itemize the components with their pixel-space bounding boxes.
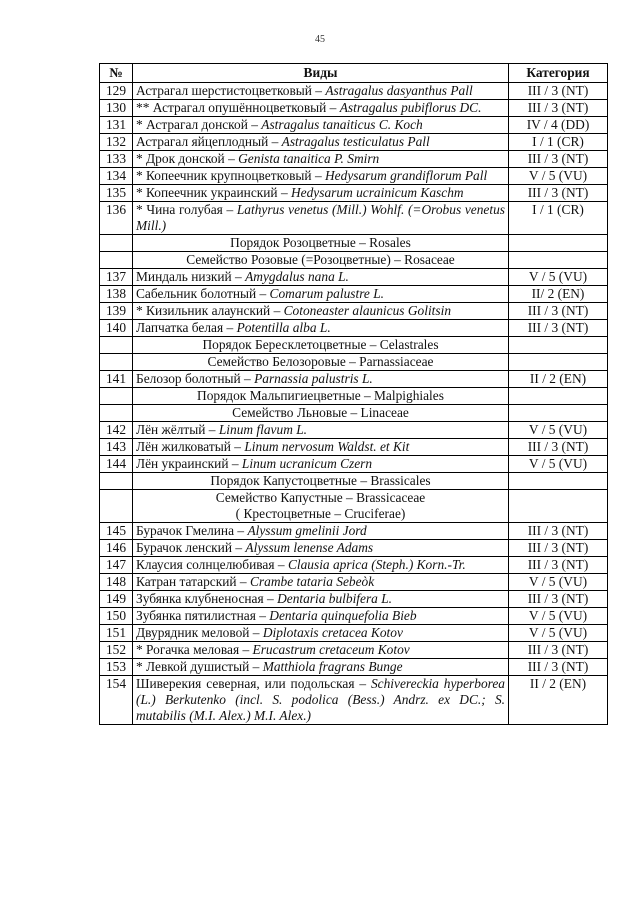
category-value: V / 5 (VU) bbox=[509, 422, 608, 439]
species-name bbox=[133, 371, 509, 388]
table-row bbox=[100, 269, 608, 286]
table-row bbox=[100, 151, 608, 168]
taxon-heading bbox=[133, 473, 509, 490]
header-num: № bbox=[100, 64, 133, 83]
row-number: 136 bbox=[100, 202, 133, 235]
species-russian-name: Лён украинский – bbox=[136, 456, 239, 471]
row-number: 146 bbox=[100, 540, 133, 557]
table-row bbox=[100, 591, 608, 608]
species-russian-name: * Чина голубая – bbox=[136, 202, 234, 217]
category-value: I / 1 (CR) bbox=[509, 134, 608, 151]
species-latin-name: Hedysarum ucrainicum Kaschm bbox=[291, 185, 464, 200]
species-latin-name: Clausia aprica (Steph.) Korn.-Tr. bbox=[287, 557, 466, 572]
category-value: II/ 2 (EN) bbox=[509, 286, 608, 303]
table-row bbox=[100, 456, 608, 473]
category-value: III / 3 (NT) bbox=[509, 642, 608, 659]
species-name bbox=[133, 422, 509, 439]
table-row bbox=[100, 134, 608, 151]
row-number: 133 bbox=[100, 151, 133, 168]
table-row bbox=[100, 83, 608, 100]
table-row bbox=[100, 320, 608, 337]
taxon-heading-row bbox=[100, 490, 608, 523]
taxon-heading-row bbox=[100, 354, 608, 371]
species-name bbox=[133, 591, 509, 608]
table-row bbox=[100, 625, 608, 642]
page-number: 45 bbox=[315, 34, 325, 45]
taxon-heading-text: Семейство Белозоровые – Parnassiaceae bbox=[207, 354, 434, 369]
species-latin-name: Dentaria bulbifera L. bbox=[277, 591, 393, 606]
species-russian-name: * Кизильник алаунский – bbox=[136, 303, 281, 318]
species-latin-name: Dentaria quinquefolia Bieb bbox=[269, 608, 417, 623]
empty-cell bbox=[509, 490, 608, 523]
row-number: 132 bbox=[100, 134, 133, 151]
table-row bbox=[100, 185, 608, 202]
species-name bbox=[133, 540, 509, 557]
species-russian-name: ** Астрагал опушённоцветковый – bbox=[136, 100, 337, 115]
empty-cell bbox=[509, 388, 608, 405]
species-latin-name: Hedysarum grandiflorum Pall bbox=[325, 168, 488, 183]
category-value: III / 3 (NT) bbox=[509, 100, 608, 117]
category-value: V / 5 (VU) bbox=[509, 574, 608, 591]
taxon-heading bbox=[133, 252, 509, 269]
taxon-heading-row bbox=[100, 473, 608, 490]
table-row bbox=[100, 202, 608, 235]
species-russian-name: Зубянка пятилистная – bbox=[136, 608, 266, 623]
row-number: 141 bbox=[100, 371, 133, 388]
taxon-heading bbox=[133, 337, 509, 354]
species-russian-name: Лапчатка белая – bbox=[136, 320, 234, 335]
species-name bbox=[133, 642, 509, 659]
table-body bbox=[100, 83, 608, 725]
empty-cell bbox=[100, 235, 133, 252]
species-name bbox=[133, 100, 509, 117]
species-name bbox=[133, 676, 509, 725]
table-row bbox=[100, 422, 608, 439]
taxon-heading-row bbox=[100, 337, 608, 354]
category-value: III / 3 (NT) bbox=[509, 439, 608, 456]
category-value: III / 3 (NT) bbox=[509, 557, 608, 574]
category-value: III / 3 (NT) bbox=[509, 83, 608, 100]
species-table bbox=[99, 63, 608, 725]
species-latin-name: Astragalus dasyanthus Pall bbox=[325, 83, 473, 98]
taxon-heading-row bbox=[100, 252, 608, 269]
row-number: 131 bbox=[100, 117, 133, 134]
species-latin-name: Potentilla alba L. bbox=[236, 320, 331, 335]
category-value: III / 3 (NT) bbox=[509, 523, 608, 540]
table-row bbox=[100, 303, 608, 320]
species-latin-name: Alyssum lenense Adams bbox=[245, 540, 374, 555]
species-russian-name: * Рогачка меловая – bbox=[136, 642, 250, 657]
row-number: 152 bbox=[100, 642, 133, 659]
row-number: 137 bbox=[100, 269, 133, 286]
species-latin-name: Astragalus testiculatus Pall bbox=[281, 134, 430, 149]
species-russian-name: * Левкой душистый – bbox=[136, 659, 260, 674]
category-value: III / 3 (NT) bbox=[509, 185, 608, 202]
species-russian-name: * Астрагал донской – bbox=[136, 117, 258, 132]
table-row bbox=[100, 676, 608, 725]
empty-cell bbox=[509, 405, 608, 422]
taxon-heading bbox=[133, 388, 509, 405]
species-russian-name: Астрагал шерстистоцветковый – bbox=[136, 83, 322, 98]
species-latin-name: Crambe tataria Sebeòk bbox=[249, 574, 375, 589]
species-name bbox=[133, 439, 509, 456]
species-russian-name: Клаусия солнцелюбивая – bbox=[136, 557, 285, 572]
empty-cell bbox=[100, 354, 133, 371]
taxon-heading-text: Порядок Капустоцветные – Brassicales bbox=[210, 473, 431, 488]
species-russian-name: Миндаль низкий – bbox=[136, 269, 242, 284]
species-russian-name: * Дрок донской – bbox=[136, 151, 235, 166]
taxon-heading-row bbox=[100, 388, 608, 405]
species-name bbox=[133, 202, 509, 235]
species-latin-name: Diplotaxis cretacea Kotov bbox=[262, 625, 403, 640]
taxon-heading-text: Порядок Розоцветные – Rosales bbox=[230, 235, 411, 250]
species-name bbox=[133, 456, 509, 473]
empty-cell bbox=[100, 405, 133, 422]
species-russian-name: Астрагал яйцеплодный – bbox=[136, 134, 279, 149]
species-russian-name: Двурядник меловой – bbox=[136, 625, 260, 640]
category-value: III / 3 (NT) bbox=[509, 540, 608, 557]
table-header-row bbox=[100, 64, 608, 83]
row-number: 154 bbox=[100, 676, 133, 725]
species-name bbox=[133, 151, 509, 168]
row-number: 148 bbox=[100, 574, 133, 591]
table-row bbox=[100, 608, 608, 625]
row-number: 130 bbox=[100, 100, 133, 117]
species-russian-name: Лён жилковатый – bbox=[136, 439, 241, 454]
species-latin-name: Comarum palustre L. bbox=[269, 286, 385, 301]
row-number: 143 bbox=[100, 439, 133, 456]
species-name bbox=[133, 574, 509, 591]
row-number: 151 bbox=[100, 625, 133, 642]
row-number: 138 bbox=[100, 286, 133, 303]
taxon-heading-row bbox=[100, 235, 608, 252]
empty-cell bbox=[100, 388, 133, 405]
taxon-heading-text: Семейство Льновые – Linaceae bbox=[232, 405, 409, 420]
category-value: II / 2 (EN) bbox=[509, 676, 608, 725]
species-russian-name: Бурачок Гмелина – bbox=[136, 523, 245, 538]
taxon-heading bbox=[133, 405, 509, 422]
species-latin-name: Erucastrum cretaceum Kotov bbox=[252, 642, 410, 657]
taxon-heading-row bbox=[100, 405, 608, 422]
row-number: 150 bbox=[100, 608, 133, 625]
category-value: III / 3 (NT) bbox=[509, 303, 608, 320]
table-row bbox=[100, 523, 608, 540]
species-russian-name: Зубянка клубненосная – bbox=[136, 591, 274, 606]
empty-cell bbox=[100, 337, 133, 354]
species-latin-name: Astragalus pubiflorus DC. bbox=[339, 100, 482, 115]
species-name bbox=[133, 303, 509, 320]
species-russian-name: Катран татарский – bbox=[136, 574, 247, 589]
species-russian-name: Шиверекия северная, или подольская – bbox=[136, 676, 367, 691]
taxon-heading bbox=[133, 235, 509, 252]
empty-cell bbox=[509, 252, 608, 269]
species-name bbox=[133, 185, 509, 202]
table-row bbox=[100, 117, 608, 134]
species-latin-name: Matthiola fragrans Bunge bbox=[262, 659, 403, 674]
empty-cell bbox=[509, 337, 608, 354]
row-number: 144 bbox=[100, 456, 133, 473]
species-russian-name: Белозор болотный – bbox=[136, 371, 251, 386]
species-latin-name: Alyssum gmelinii Jord bbox=[247, 523, 367, 538]
category-value: V / 5 (VU) bbox=[509, 168, 608, 185]
species-latin-name: Genista tanaitica P. Smirn bbox=[238, 151, 380, 166]
category-value: III / 3 (NT) bbox=[509, 320, 608, 337]
species-latin-name: Schivereckia hyperborea (L.) Berkutenko (incl. S. podolica (Bess.) Andrz. ex DC.; S. mutabilis (M.I. Alex.) M.I. Alex.) bbox=[136, 676, 505, 723]
category-value: III / 3 (NT) bbox=[509, 591, 608, 608]
species-name bbox=[133, 117, 509, 134]
row-number: 135 bbox=[100, 185, 133, 202]
taxon-heading-text: Семейство Капустные – Brassicaceae bbox=[215, 490, 426, 505]
species-latin-name: Lathyrus venetus (Mill.) Wohlf. (=Orobus venetus Mill.) bbox=[136, 202, 505, 233]
empty-cell bbox=[509, 235, 608, 252]
empty-cell bbox=[100, 490, 133, 523]
species-latin-name: Astragalus tanaiticus C. Koch bbox=[261, 117, 423, 132]
category-value: II / 2 (EN) bbox=[509, 371, 608, 388]
table-row bbox=[100, 286, 608, 303]
taxon-heading-text: Порядок Бересклетоцветные – Celastrales bbox=[202, 337, 439, 352]
species-name bbox=[133, 523, 509, 540]
species-russian-name: * Копеечник крупноцветковый – bbox=[136, 168, 322, 183]
header-category: Категория bbox=[509, 64, 608, 83]
taxon-heading bbox=[133, 354, 509, 371]
category-value: III / 3 (NT) bbox=[509, 151, 608, 168]
table-row bbox=[100, 574, 608, 591]
species-name bbox=[133, 83, 509, 100]
species-latin-name: Linum ucranicum Czern bbox=[241, 456, 373, 471]
category-value: IV / 4 (DD) bbox=[509, 117, 608, 134]
species-name bbox=[133, 134, 509, 151]
species-name bbox=[133, 625, 509, 642]
species-latin-name: Cotoneaster alaunicus Golitsin bbox=[283, 303, 452, 318]
table-row bbox=[100, 371, 608, 388]
category-value: III / 3 (NT) bbox=[509, 659, 608, 676]
species-latin-name: Amygdalus nana L. bbox=[245, 269, 349, 284]
species-russian-name: Лён жёлтый – bbox=[136, 422, 216, 437]
table-row bbox=[100, 642, 608, 659]
taxon-heading-text: Семейство Розовые (=Розоцветные) – Rosaceae bbox=[186, 252, 455, 267]
category-value: V / 5 (VU) bbox=[509, 608, 608, 625]
species-name bbox=[133, 659, 509, 676]
category-value: I / 1 (CR) bbox=[509, 202, 608, 235]
category-value: V / 5 (VU) bbox=[509, 625, 608, 642]
row-number: 149 bbox=[100, 591, 133, 608]
row-number: 147 bbox=[100, 557, 133, 574]
row-number: 134 bbox=[100, 168, 133, 185]
empty-cell bbox=[100, 252, 133, 269]
species-name bbox=[133, 286, 509, 303]
table-row bbox=[100, 100, 608, 117]
taxon-heading-text-secondary: ( Крестоцветные – Cruciferae) bbox=[235, 506, 406, 521]
table-row bbox=[100, 439, 608, 456]
category-value: V / 5 (VU) bbox=[509, 456, 608, 473]
species-name bbox=[133, 557, 509, 574]
row-number: 139 bbox=[100, 303, 133, 320]
species-russian-name: Бурачок ленский – bbox=[136, 540, 243, 555]
header-species: Виды bbox=[133, 64, 509, 83]
taxon-heading bbox=[133, 490, 509, 523]
species-latin-name: Linum flavum L. bbox=[218, 422, 308, 437]
table-row bbox=[100, 659, 608, 676]
species-latin-name: Linum nervosum Waldst. et Kit bbox=[244, 439, 410, 454]
row-number: 140 bbox=[100, 320, 133, 337]
empty-cell bbox=[509, 354, 608, 371]
species-russian-name: Сабельник болотный – bbox=[136, 286, 267, 301]
species-name bbox=[133, 269, 509, 286]
taxon-heading-text: Порядок Мальпигиецветные – Malpighiales bbox=[197, 388, 444, 403]
species-name bbox=[133, 320, 509, 337]
row-number: 145 bbox=[100, 523, 133, 540]
species-russian-name: * Копеечник украинский – bbox=[136, 185, 288, 200]
table-row bbox=[100, 540, 608, 557]
species-latin-name: Parnassia palustris L. bbox=[254, 371, 373, 386]
row-number: 142 bbox=[100, 422, 133, 439]
species-name bbox=[133, 168, 509, 185]
table-row bbox=[100, 168, 608, 185]
empty-cell bbox=[100, 473, 133, 490]
empty-cell bbox=[509, 473, 608, 490]
row-number: 129 bbox=[100, 83, 133, 100]
table-row bbox=[100, 557, 608, 574]
category-value: V / 5 (VU) bbox=[509, 269, 608, 286]
species-name bbox=[133, 608, 509, 625]
row-number: 153 bbox=[100, 659, 133, 676]
